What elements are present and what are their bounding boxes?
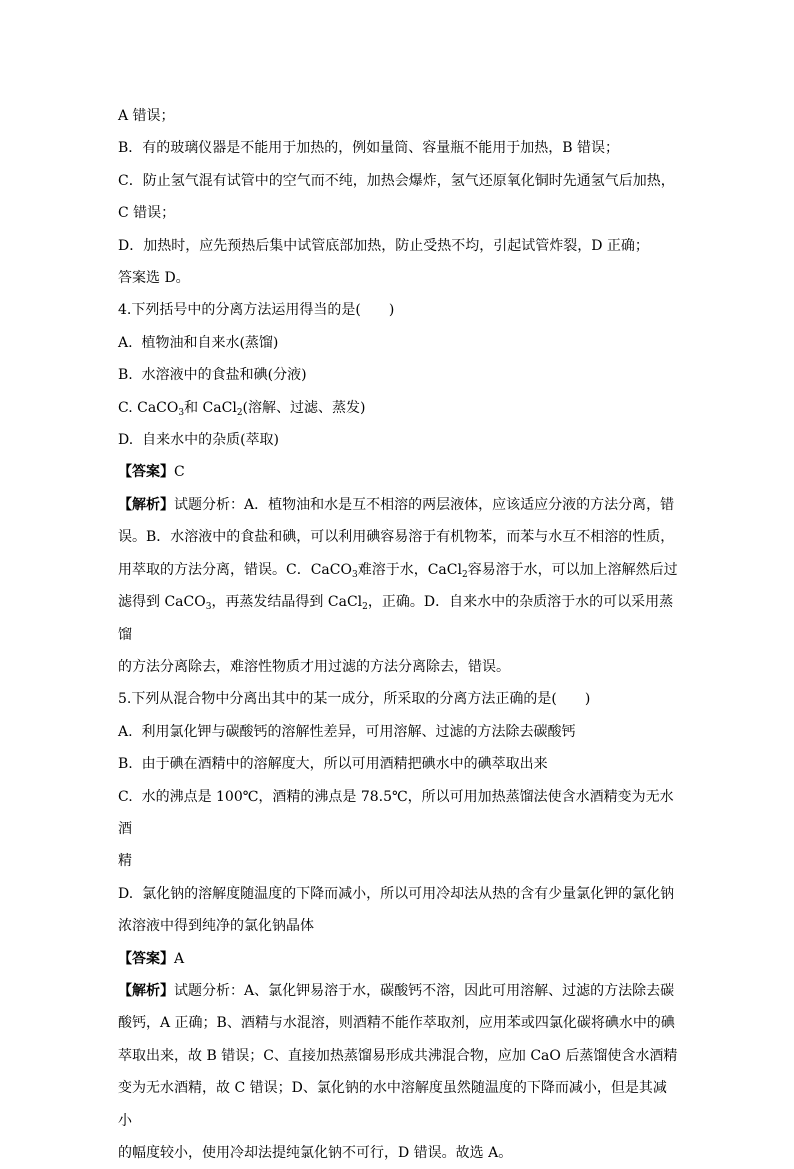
text-line xyxy=(118,230,678,262)
text-line xyxy=(118,878,678,910)
text-segment: 萃取出来，故 B 错误；C、直接加热蒸馏易形成共沸混合物，应加 CaO 后蒸馏使含水酒精 xyxy=(118,1047,678,1064)
text-segment: 滤得到 CaCO xyxy=(118,594,206,611)
text-segment: 5.下列从混合物中分离出其中的某一成分，所采取的分离方法正确的是( ) xyxy=(118,691,591,708)
text-segment: C. CaCO xyxy=(118,399,179,416)
text-line xyxy=(118,392,678,424)
text-line xyxy=(118,424,678,456)
text-segment: 酸钙，A 正确；B、酒精与水混溶，则酒精不能作萃取剂，应用苯或四氯化碳将碘水中的碘 xyxy=(118,1015,675,1032)
text-line xyxy=(118,1072,678,1137)
text-line xyxy=(118,489,678,521)
subscript: 2 xyxy=(461,569,468,580)
bold-label: 【解析】 xyxy=(118,496,174,513)
bold-label: 【解析】 xyxy=(118,982,174,999)
text-segment: 试题分析：A、氯化钾易溶于水，碳酸钙不溶，因此可用溶解、过滤的方法除去碳 xyxy=(174,982,675,999)
text-line xyxy=(118,781,678,846)
text-segment: 的幅度较小，使用冷却法提纯氯化钠不可行，D 错误。故选 A。 xyxy=(118,1145,513,1161)
text-line xyxy=(118,845,678,877)
text-segment: 用萃取的方法分离，错误。C．CaCO xyxy=(118,561,352,578)
text-line xyxy=(118,165,678,197)
text-segment: C. 水的沸点是 100℃，酒精的沸点是 78.5℃，所以可用加热蒸馏法使含水酒精变为无水酒 xyxy=(118,788,674,837)
text-segment: A. 植物油和自来水(蒸馏) xyxy=(118,334,279,351)
subscript: 2 xyxy=(236,407,243,418)
text-segment: B．有的玻璃仪器是不能用于加热的，例如量筒、容量瓶不能用于加热，B 错误； xyxy=(118,140,620,157)
text-line xyxy=(118,586,678,651)
text-line xyxy=(118,748,678,780)
text-segment: B. 由于碘在酒精中的溶解度大，所以可用酒精把碘水中的碘萃取出来 xyxy=(118,756,548,773)
text-line xyxy=(118,294,678,326)
text-segment: ，正确。D．自来水中的杂质溶于水的可以采用蒸馏 xyxy=(118,594,674,643)
bold-label: 【答案】 xyxy=(118,950,174,967)
subscript: 3 xyxy=(351,569,358,580)
text-line xyxy=(118,100,678,132)
subscript: 3 xyxy=(205,602,212,613)
text-line xyxy=(118,132,678,164)
text-line xyxy=(118,1137,678,1169)
text-segment: 变为无水酒精，故 C 错误；D、氯化钠的水中溶解度虽然随温度的下降而减小，但是其减小 xyxy=(118,1080,667,1129)
text-line xyxy=(118,327,678,359)
text-line xyxy=(118,554,678,586)
text-segment: A 错误； xyxy=(118,108,175,124)
subscript: 3 xyxy=(178,407,185,418)
text-segment: 试题分析：A．植物油和水是互不相溶的两层液体，应该适应分液的方法分离，错 xyxy=(174,496,675,513)
text-segment: 精 xyxy=(118,853,132,870)
text-line xyxy=(118,683,678,715)
text-segment: 和 CaCl xyxy=(184,399,237,416)
text-line xyxy=(118,521,678,553)
text-line xyxy=(118,910,678,942)
text-line xyxy=(118,262,678,294)
text-segment: 答案选 D。 xyxy=(118,270,190,287)
text-line xyxy=(118,1007,678,1039)
text-segment: 误。B．水溶液中的食盐和碘，可以利用碘容易溶于有机物苯，而苯与水互不相溶的性质， xyxy=(118,529,675,546)
text-segment: ，再蒸发结晶得到 CaCl xyxy=(211,594,363,611)
text-line xyxy=(118,456,678,488)
text-line xyxy=(118,975,678,1007)
bold-label: 【答案】 xyxy=(118,464,174,481)
text-line xyxy=(118,716,678,748)
text-segment: 容易溶于水，可以加上溶解然后过 xyxy=(467,561,678,578)
subscript: 2 xyxy=(362,602,368,613)
text-segment: B. 水溶液中的食盐和碘(分液) xyxy=(118,367,307,384)
text-segment: C．防止氢气混有试管中的空气而不纯，加热会爆炸，氢气还原氧化铜时先通氢气后加热， xyxy=(118,172,675,189)
text-line xyxy=(118,1040,678,1072)
text-segment: 浓溶液中得到纯净的氯化钠晶体 xyxy=(118,918,314,935)
text-segment: (溶解、过滤、蒸发) xyxy=(242,399,366,416)
text-line xyxy=(118,651,678,683)
text-segment: C 错误； xyxy=(118,205,176,222)
text-line xyxy=(118,197,678,229)
text-segment: 4.下列括号中的分离方法运用得当的是( ) xyxy=(118,302,395,319)
text-segment: D. 自来水中的杂质(萃取) xyxy=(118,432,279,449)
document-body xyxy=(118,100,678,1169)
text-segment: 的方法分离除去，难溶性物质才用过滤的方法分离除去，错误。 xyxy=(118,658,510,675)
text-segment: A xyxy=(174,950,185,967)
text-segment: D．加热时，应先预热后集中试管底部加热，防止受热不均，引起试管炸裂，D 正确； xyxy=(118,237,649,254)
text-segment: A. 利用氯化钾与碳酸钙的溶解性差异，可用溶解、过滤的方法除去碳酸钙 xyxy=(118,723,576,740)
text-segment: 难溶于水，CaCl xyxy=(357,561,462,578)
text-line xyxy=(118,359,678,391)
text-segment: D. 氯化钠的溶解度随温度的下降而减小，所以可用冷却法从热的含有少量氯化钾的氯化钠 xyxy=(118,885,675,902)
text-line xyxy=(118,943,678,975)
text-segment: C xyxy=(174,464,185,481)
